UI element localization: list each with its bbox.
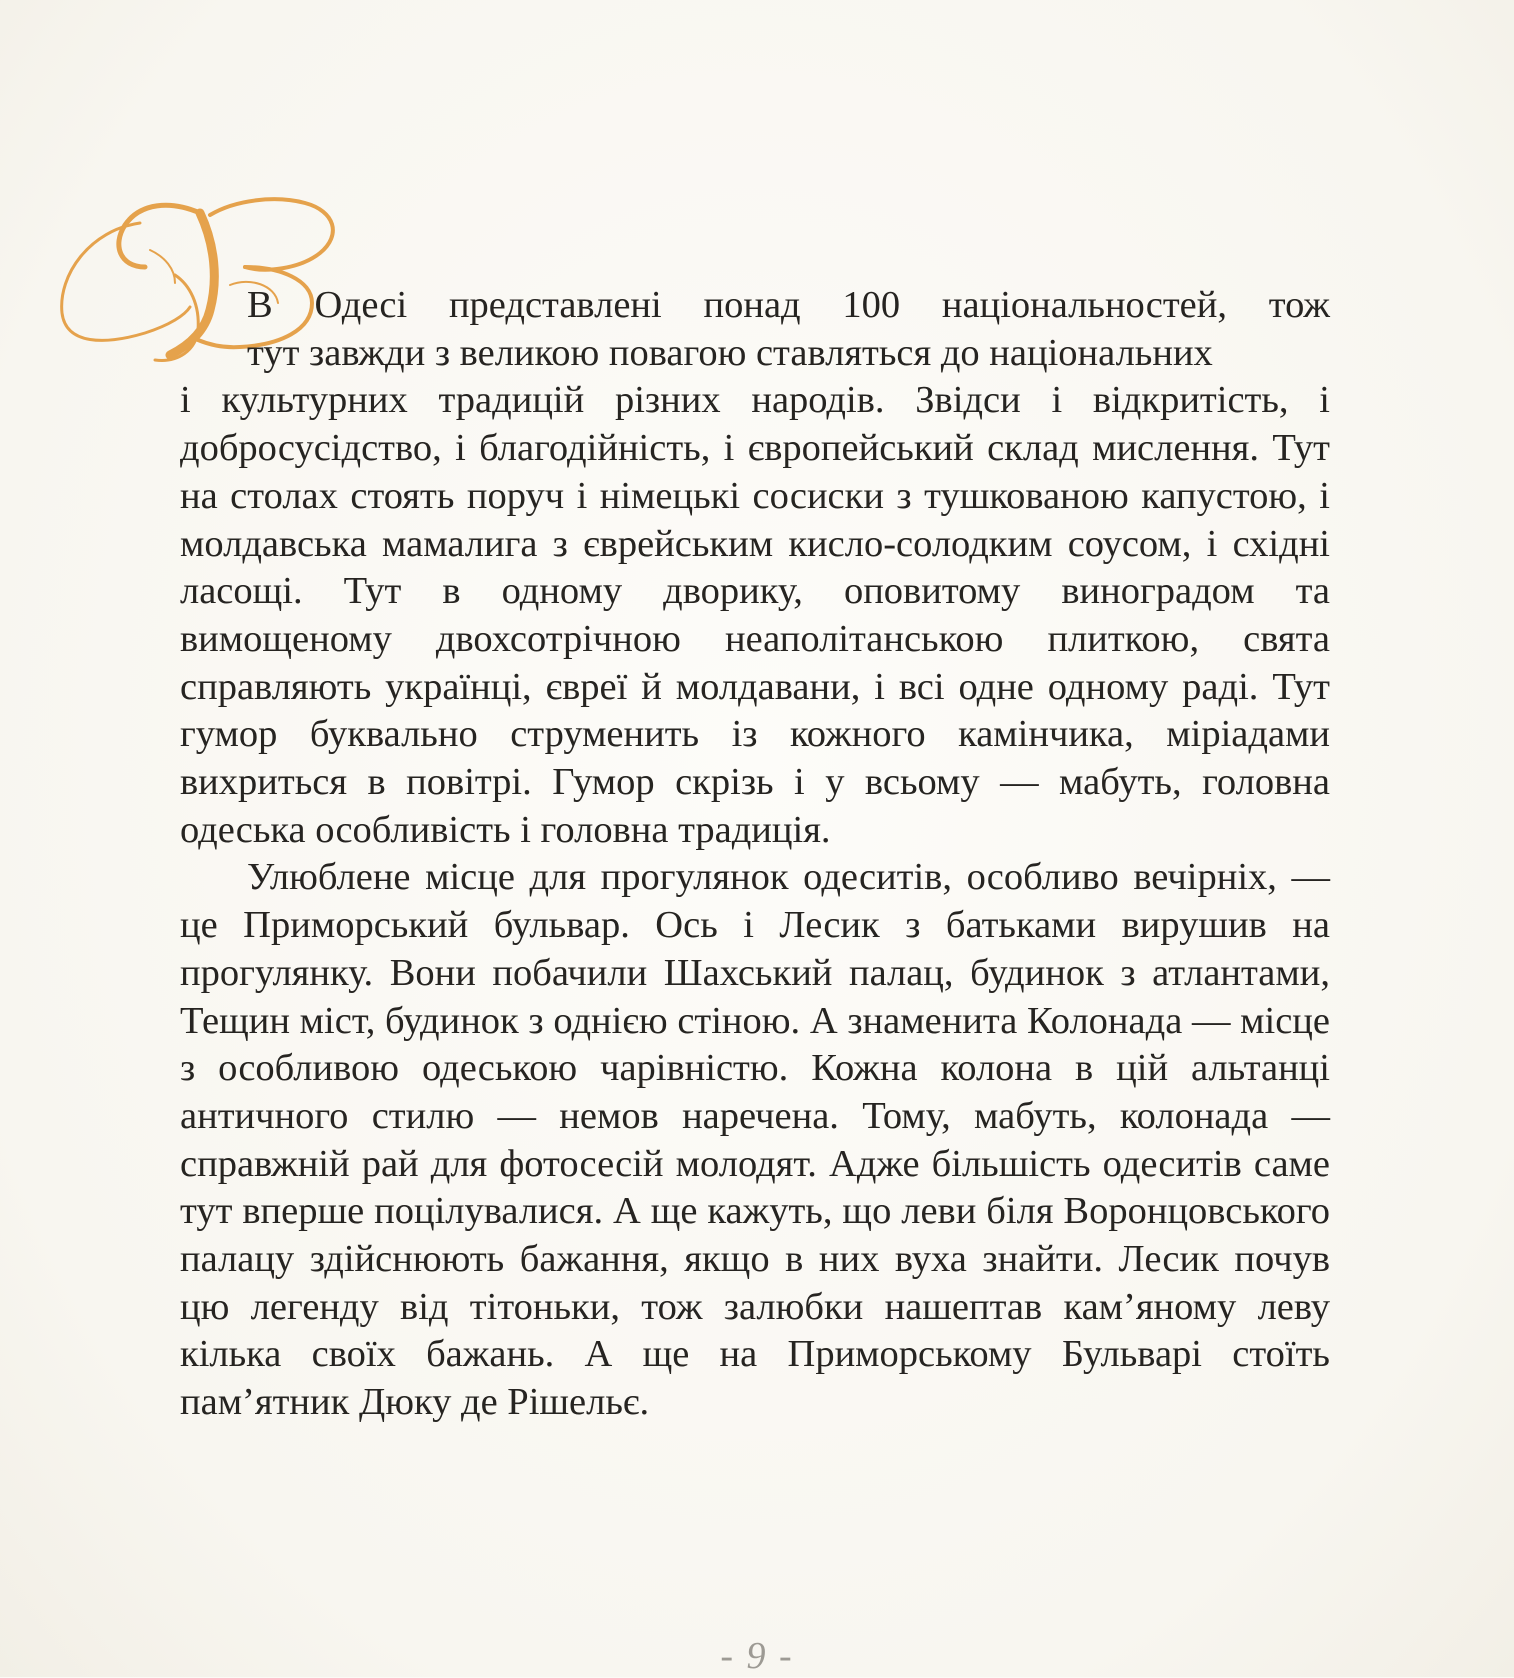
paragraph-1-second-line <box>180 330 1330 378</box>
paragraph-1 <box>180 282 1330 854</box>
main-text <box>180 282 1330 1427</box>
paragraph-2: Улюблене місце для прогулянок одеситів, особливо вечірніх, — це Приморський бульвар. Ось і Лесик з батьками вирушив на прогулянку. Вони побачили Шахський палац, будинок з атлантами, Тещин міст, будинок з однією стіною. А знаменита Колонада — місце з особливою одеською чарівністю. Кожна колона в цій альтанці античного стилю — немов наречена. Тому, мабуть, колонада — справжній рай для фотосесій молодят. Адже більшість одеситів саме тут вперше поцілувалися. А ще кажуть, що леви біля Воронцовського палацу здійснюють бажання, якщо в них вуха знайти. Лесик почув цю легенду від тітоньки, тож залюбки нашептав кам’яному леву кілька своїх бажань. А ще на Приморському Бульварі стоїть пам’ятник Дюку де Рішельє. <box>180 856 1330 1424</box>
second-line-prefix: тут <box>247 331 310 374</box>
paragraph-1-first-line-text: Одесі представлені понад 100 національностей, тож <box>314 284 1330 326</box>
paragraph-1-rest: і культурних традицій різних народів. Звідси і відкритість, і добросусідство, і благодійність, і європейський склад мислення. Тут на столах стоять поруч і німецькі сосиски з тушкованою капустою, і молдавська мамалига з єврейським кисло-солодким соусом, і східні ласощі. Тут в одному дворику, оповитому виноградом та вимощеному двохсотрічною неаполітанською плиткою, свята справляють українці, євреї й молдавани, і всі одне одному раді. Тут гумор буквально струменить із кожного камінчика, міріадами вихриться в повітрі. Гумор скрізь і у всьому — мабуть, головна одеська особливість і головна традиція. <box>180 379 1330 851</box>
dropcap-letter-text: В <box>247 284 315 326</box>
page-number: - 9 - <box>720 1635 794 1677</box>
paragraph-1-second-line-text: завжди з великою повагою ставляться до національних <box>309 331 1213 374</box>
paragraph-1-first-line <box>180 282 1330 330</box>
